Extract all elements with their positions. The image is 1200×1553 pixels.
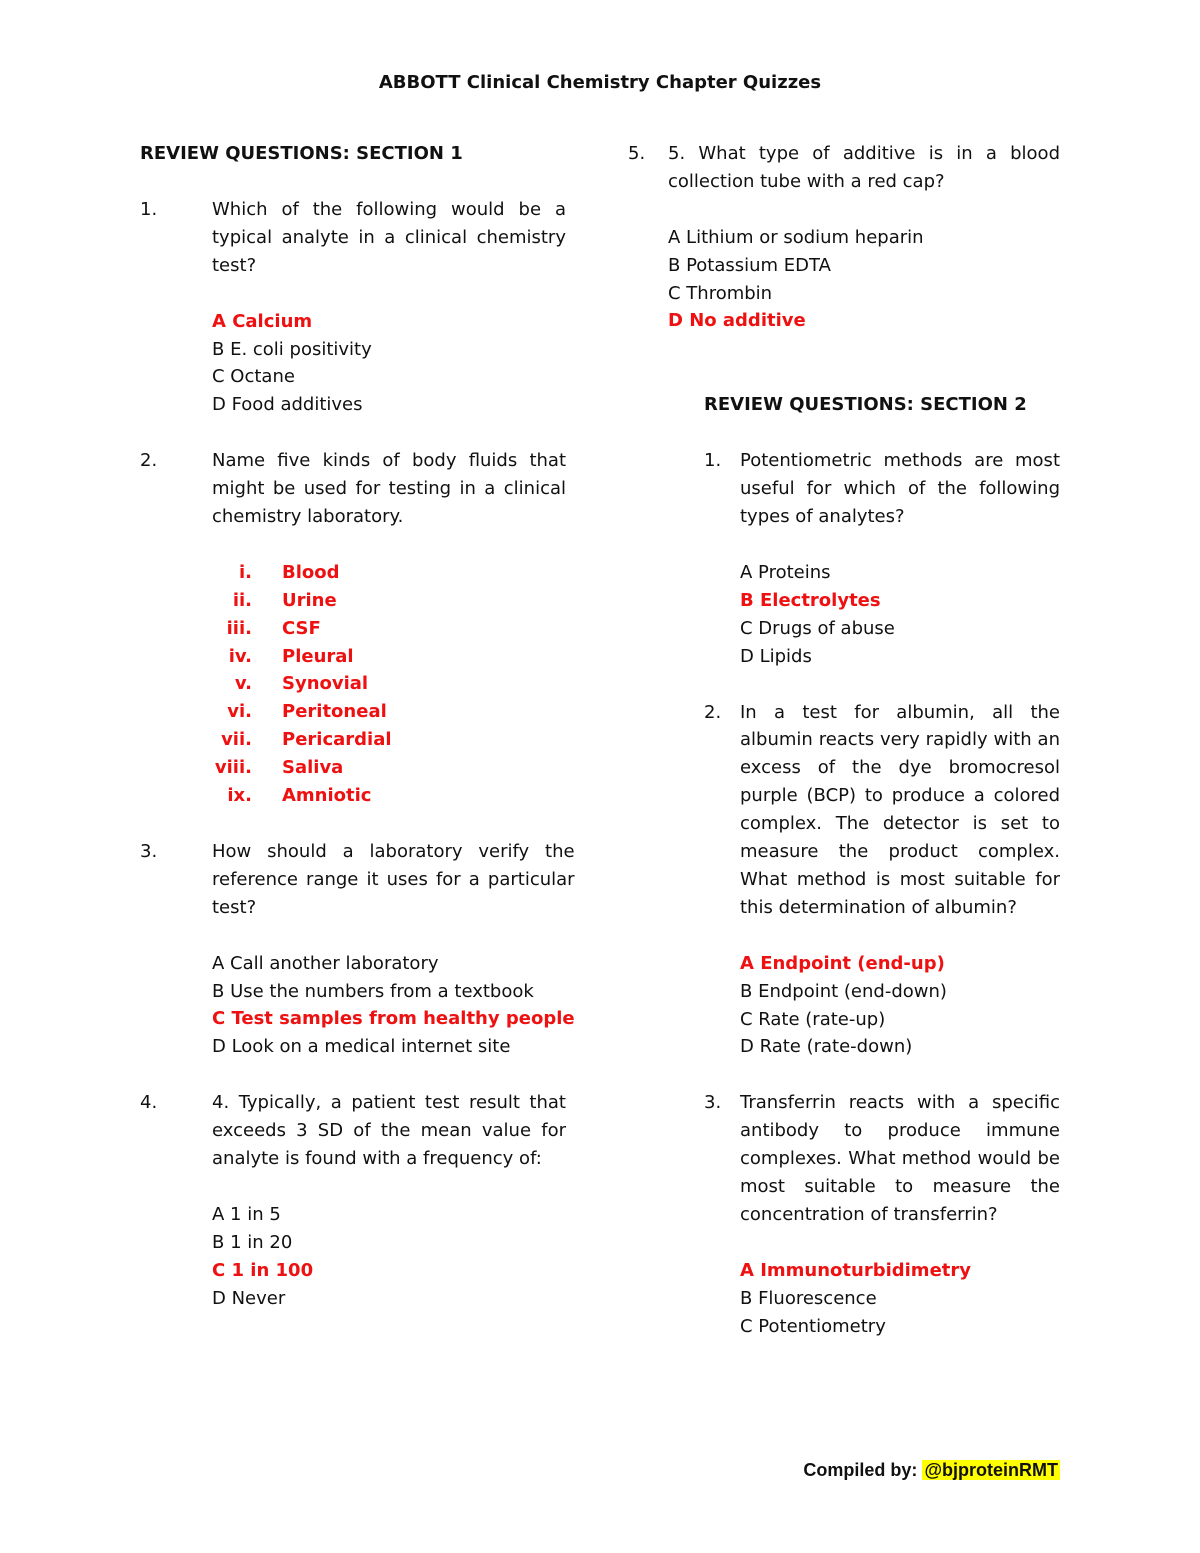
option-c: C Drugs of abuse xyxy=(740,617,895,639)
option-list xyxy=(740,559,1060,671)
option-d: D Never xyxy=(212,1287,286,1309)
question-4 xyxy=(140,1089,566,1312)
option-b: B Fluorescence xyxy=(740,1287,877,1309)
list-item: ix. Amniotic xyxy=(227,785,372,807)
section-2-question-3 xyxy=(704,1089,1060,1340)
question-number: 1. xyxy=(140,199,158,220)
option-b: B 1 in 20 xyxy=(212,1231,293,1253)
question-text: 4. Typically, a patient test result that exceeds 3 SD of the mean value for analyte is found with a frequency of: xyxy=(212,1092,566,1170)
question-text: In a test for albumin, all the albumin reacts very rapidly with an excess of the dye bromocresol purple (BCP) to produce a colored complex. The detector is set to measure the product complex. What method is most suitable for this determination of albumin? xyxy=(740,701,1060,918)
option-a-correct: A Endpoint (end-up) xyxy=(740,952,945,974)
option-c-correct: C Test samples from healthy people xyxy=(212,1008,575,1030)
option-c-correct: C 1 in 100 xyxy=(212,1259,314,1281)
option-a: A Lithium or sodium heparin xyxy=(668,226,924,248)
option-d: D Food additives xyxy=(212,394,363,416)
author-handle: @bjproteinRMT xyxy=(924,1460,1058,1480)
question-text: How should a laboratory verify the reference range it uses for a particular test? xyxy=(212,841,575,918)
option-a: A Proteins xyxy=(740,561,831,583)
list-item: iii. CSF xyxy=(226,617,321,639)
question-2 xyxy=(140,447,566,810)
footer-credit xyxy=(803,1460,1060,1481)
answer-list xyxy=(212,559,566,810)
list-item: ii. Urine xyxy=(232,589,337,611)
option-b: B Use the numbers from a textbook xyxy=(212,980,534,1002)
right-column xyxy=(628,140,1060,1368)
section-2-heading: REVIEW QUESTIONS: SECTION 2 xyxy=(704,394,1027,416)
question-text: Name five kinds of body fluids that might be used for testing in a clinical chemistry laboratory. xyxy=(212,450,566,528)
option-b: B E. coli positivity xyxy=(212,338,372,360)
option-a-correct: A Calcium xyxy=(212,310,313,332)
document-title: ABBOTT Clinical Chemistry Chapter Quizzes xyxy=(378,72,822,93)
option-a: A Call another laboratory xyxy=(212,952,439,974)
question-text: Which of the following would be a typical analyte in a clinical chemistry test? xyxy=(212,199,566,276)
option-c: C Octane xyxy=(212,366,295,388)
question-number: 4. xyxy=(140,1092,158,1114)
option-list xyxy=(212,308,566,420)
option-d: D Rate (rate-down) xyxy=(740,1036,913,1058)
section-1-heading: REVIEW QUESTIONS: SECTION 1 xyxy=(140,143,463,164)
question-number: 5. xyxy=(628,143,646,164)
option-a-correct: A Immunoturbidimetry xyxy=(740,1259,971,1281)
question-text: Transferrin reacts with a specific antibody to produce immune complexes. What method would be most suitable to measure the concentration of transferrin? xyxy=(740,1092,1060,1225)
question-3 xyxy=(140,838,575,1061)
list-item: viii. Saliva xyxy=(214,757,344,779)
question-1 xyxy=(140,196,566,419)
list-item: iv. Pleural xyxy=(228,645,354,667)
question-number: 3. xyxy=(140,841,158,862)
question-number: 3. xyxy=(704,1092,722,1114)
option-a: A 1 in 5 xyxy=(212,1203,281,1225)
question-text: Potentiometric methods are most useful for which of the following types of analytes? xyxy=(740,450,1060,528)
question-5 xyxy=(628,140,1060,335)
option-list xyxy=(740,950,1060,1062)
option-list xyxy=(212,1201,566,1313)
option-d: D Lipids xyxy=(740,645,812,667)
footer-prefix: Compiled by: xyxy=(803,1460,918,1480)
option-b-correct: B Electrolytes xyxy=(740,589,881,611)
list-item: v. Synovial xyxy=(234,673,369,695)
section-2-question-2 xyxy=(704,699,1060,1062)
question-number: 1. xyxy=(704,450,722,472)
option-b: B Potassium EDTA xyxy=(668,254,831,276)
question-number: 2. xyxy=(704,701,722,723)
option-c: C Rate (rate-up) xyxy=(740,1008,886,1030)
question-text: 5. What type of additive is in a blood collection tube with a red cap? xyxy=(668,143,1060,192)
option-list xyxy=(212,950,575,1062)
option-list xyxy=(668,224,1060,336)
list-item: vi. Peritoneal xyxy=(227,701,387,723)
option-c: C Thrombin xyxy=(668,282,773,304)
option-d: D Look on a medical internet site xyxy=(212,1036,511,1058)
question-number: 2. xyxy=(140,450,158,472)
option-b: B Endpoint (end-down) xyxy=(740,980,947,1002)
left-column xyxy=(140,140,575,1340)
option-d-correct: D No additive xyxy=(668,310,806,332)
list-item: vii. Pericardial xyxy=(221,729,392,751)
section-2-question-1 xyxy=(704,447,1060,670)
list-item: i. Blood xyxy=(238,561,340,583)
option-c: C Potentiometry xyxy=(740,1315,886,1337)
option-list xyxy=(740,1257,1060,1341)
